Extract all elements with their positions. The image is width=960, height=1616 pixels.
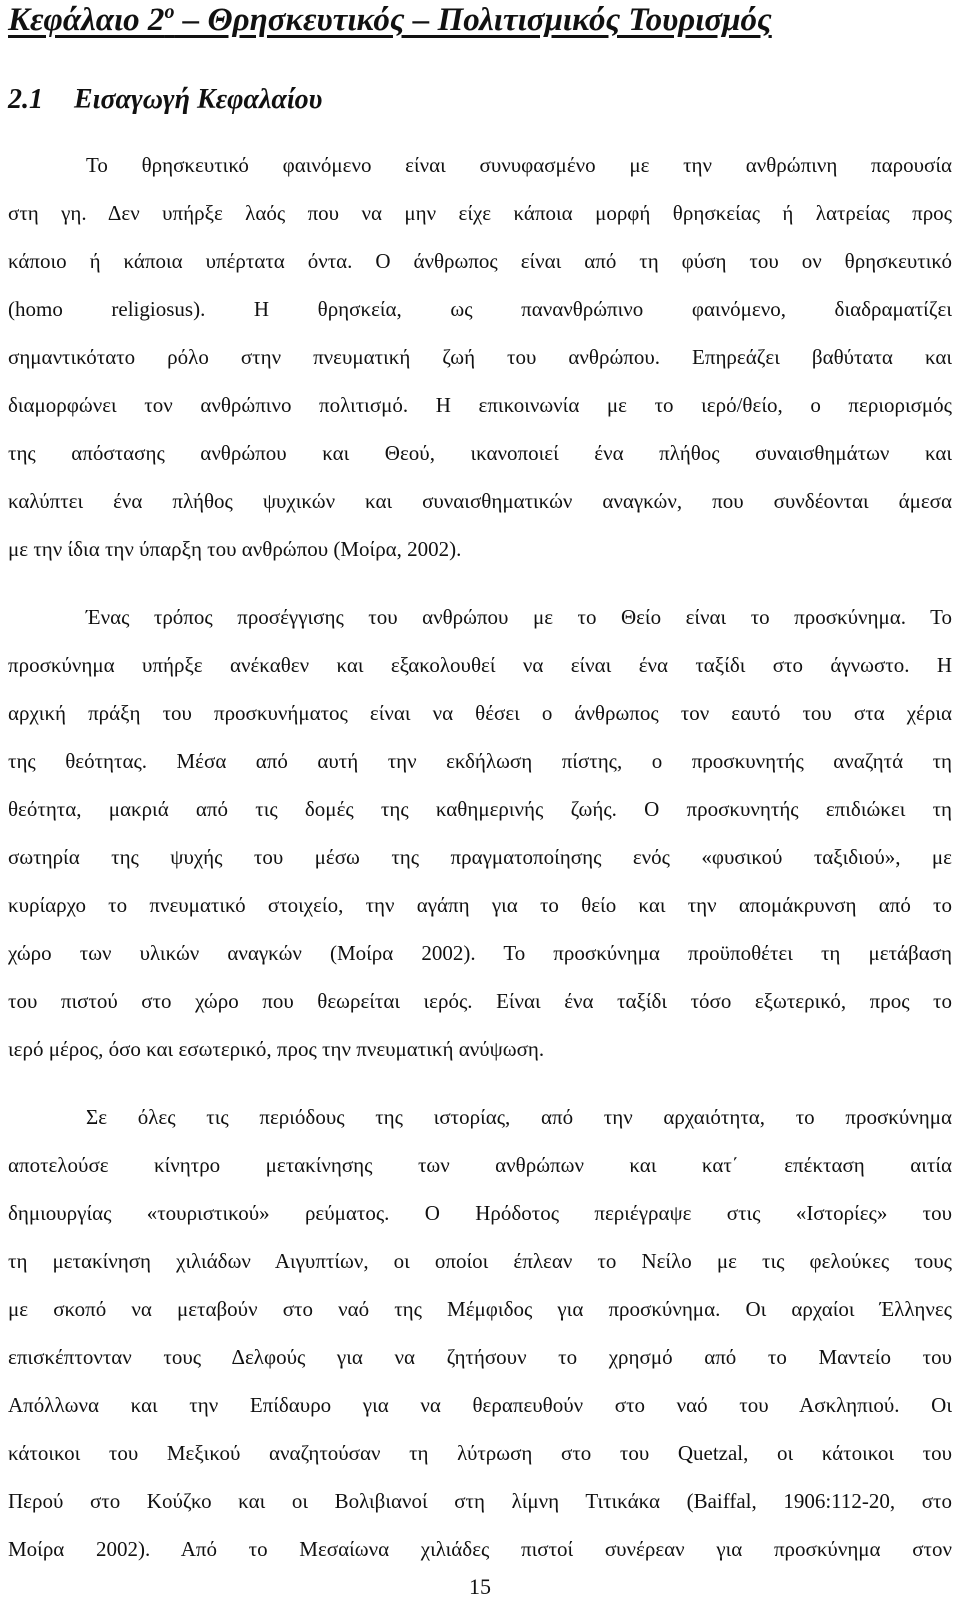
text-line: Απόλλωνα και την Επίδαυρο για να θεραπευθούν στο ναό του Ασκληπιού. Οι	[8, 1393, 952, 1417]
text-line: επισκέπτονταν τους Δελφούς για να ζητήσουν το χρησμό από το Μαντείο του	[8, 1345, 952, 1369]
text-line: με την ίδια την ύπαρξη του ανθρώπου (Μοίρα, 2002).	[8, 537, 462, 561]
text-line: διαμορφώνει τον ανθρώπινο πολιτισμό. Η επικοινωνία με το ιερό/θείο, ο περιορισμός	[8, 393, 952, 417]
text-line: καλύπτει ένα πλήθος ψυχικών και συναισθηματικών αναγκών, που συνδέονται άμεσα	[8, 489, 952, 513]
text-line: στη γη. Δεν υπήρξε λαός που να μην είχε κάποια μορφή θρησκείας ή λατρείας προς	[8, 201, 952, 225]
text-line: Το θρησκευτικό φαινόμενο είναι συνυφασμένο με την ανθρώπινη παρουσία	[86, 153, 952, 177]
text-line: ιερό μέρος, όσο και εσωτερικό, προς την πνευματική ανύψωση.	[8, 1037, 545, 1061]
text-line: Μοίρα 2002). Από το Μεσαίωνα χιλιάδες πιστοί συνέρεαν για προσκύνημα στον	[8, 1537, 952, 1561]
chapter-title-superscript: ο	[164, 1, 175, 23]
paragraph-2	[8, 593, 952, 1073]
text-line: χώρο των υλικών αναγκών (Μοίρα 2002). Το προσκύνημα προϋποθέτει τη μετάβαση	[8, 941, 952, 965]
text-line: κάποιο ή κάποια υπέρτατα όντα. Ο άνθρωπος είναι από τη φύση του ον θρησκευτικό	[8, 249, 952, 273]
text-line: δημιουργίας «τουριστικού» ρεύματος. Ο Ηρόδοτος περιέγραψε στις «Ιστορίες» του	[8, 1201, 952, 1225]
text-line: σημαντικότατο ρόλο στην πνευματική ζωή του ανθρώπου. Επηρεάζει βαθύτατα και	[8, 345, 952, 369]
text-line: Σε όλες τις περιόδους της ιστορίας, από την αρχαιότητα, το προσκύνημα	[86, 1105, 952, 1129]
text-line: αρχική πράξη του προσκυνήματος είναι να θέσει ο άνθρωπος τον εαυτό του στα χέρια	[8, 701, 952, 725]
text-line: του πιστού στο χώρο που θεωρείται ιερός. Είναι ένα ταξίδι τόσο εξωτερικό, προς το	[8, 989, 952, 1013]
text-line: αποτελούσε κίνητρο μετακίνησης των ανθρώπων και κατ΄ επέκταση αιτία	[8, 1153, 952, 1177]
text-line: της απόστασης ανθρώπου και Θεού, ικανοποιεί ένα πλήθος συναισθημάτων και	[8, 441, 952, 465]
text-line: κυρίαρχο το πνευματικό στοιχείο, την αγάπη για το θείο και την απομάκρυνση από το	[8, 893, 952, 917]
paragraph-3	[8, 1093, 952, 1573]
text-line: θεότητα, μακριά από τις δομές της καθημερινής ζωής. Ο προσκυνητής επιδιώκει τη	[8, 797, 952, 821]
text-line: κάτοικοι του Μεξικού αναζητούσαν τη λύτρωση στο του Quetzal, οι κάτοικοι του	[8, 1441, 952, 1465]
page-number: 15	[469, 1574, 491, 1599]
text-line: τη μετακίνηση χιλιάδων Αιγυπτίων, οι οποίοι έπλεαν το Νείλο με τις φελούκες τους	[8, 1249, 952, 1273]
text-line: Περού στο Κούζκο και οι Βολιβιανοί στη λίμνη Τιτικάκα (Baiffal, 1906:112-20, στο	[8, 1489, 952, 1513]
section-number: 2.1	[8, 84, 43, 115]
paragraph-gap	[8, 1073, 952, 1093]
text-line: της θεότητας. Μέσα από αυτή την εκδήλωση πίστης, ο προσκυνητής αναζητά τη	[8, 749, 952, 773]
chapter-title-rest: – Θρησκευτικός – Πολιτισμικός Τουρισμός	[174, 2, 772, 38]
text-line: Ένας τρόπος προσέγγισης του ανθρώπου με το Θείο είναι το προσκύνημα. Το	[86, 605, 952, 629]
section-heading	[8, 82, 322, 118]
text-line: (homo religiosus). Η θρησκεία, ως πανανθρώπινο φαινόμενο, διαδραματίζει	[8, 297, 952, 321]
text-line: σωτηρία της ψυχής του μέσω της πραγματοποίησης ενός «φυσικού ταξιδιού», με	[8, 845, 952, 869]
text-line: προσκύνημα υπήρξε ανέκαθεν και εξακολουθεί να είναι ένα ταξίδι στο άγνωστο. Η	[8, 653, 952, 677]
body-text	[8, 141, 952, 1573]
chapter-title	[8, 0, 772, 40]
paragraph-1	[8, 141, 952, 573]
paragraph-gap	[8, 573, 952, 593]
text-line: με σκοπό να μεταβούν στο ναό της Μέμφιδος για προσκύνημα. Οι αρχαίοι Έλληνες	[8, 1297, 952, 1321]
section-title: Εισαγωγή Κεφαλαίου	[74, 84, 323, 115]
chapter-title-prefix: Κεφάλαιο 2	[8, 2, 165, 38]
